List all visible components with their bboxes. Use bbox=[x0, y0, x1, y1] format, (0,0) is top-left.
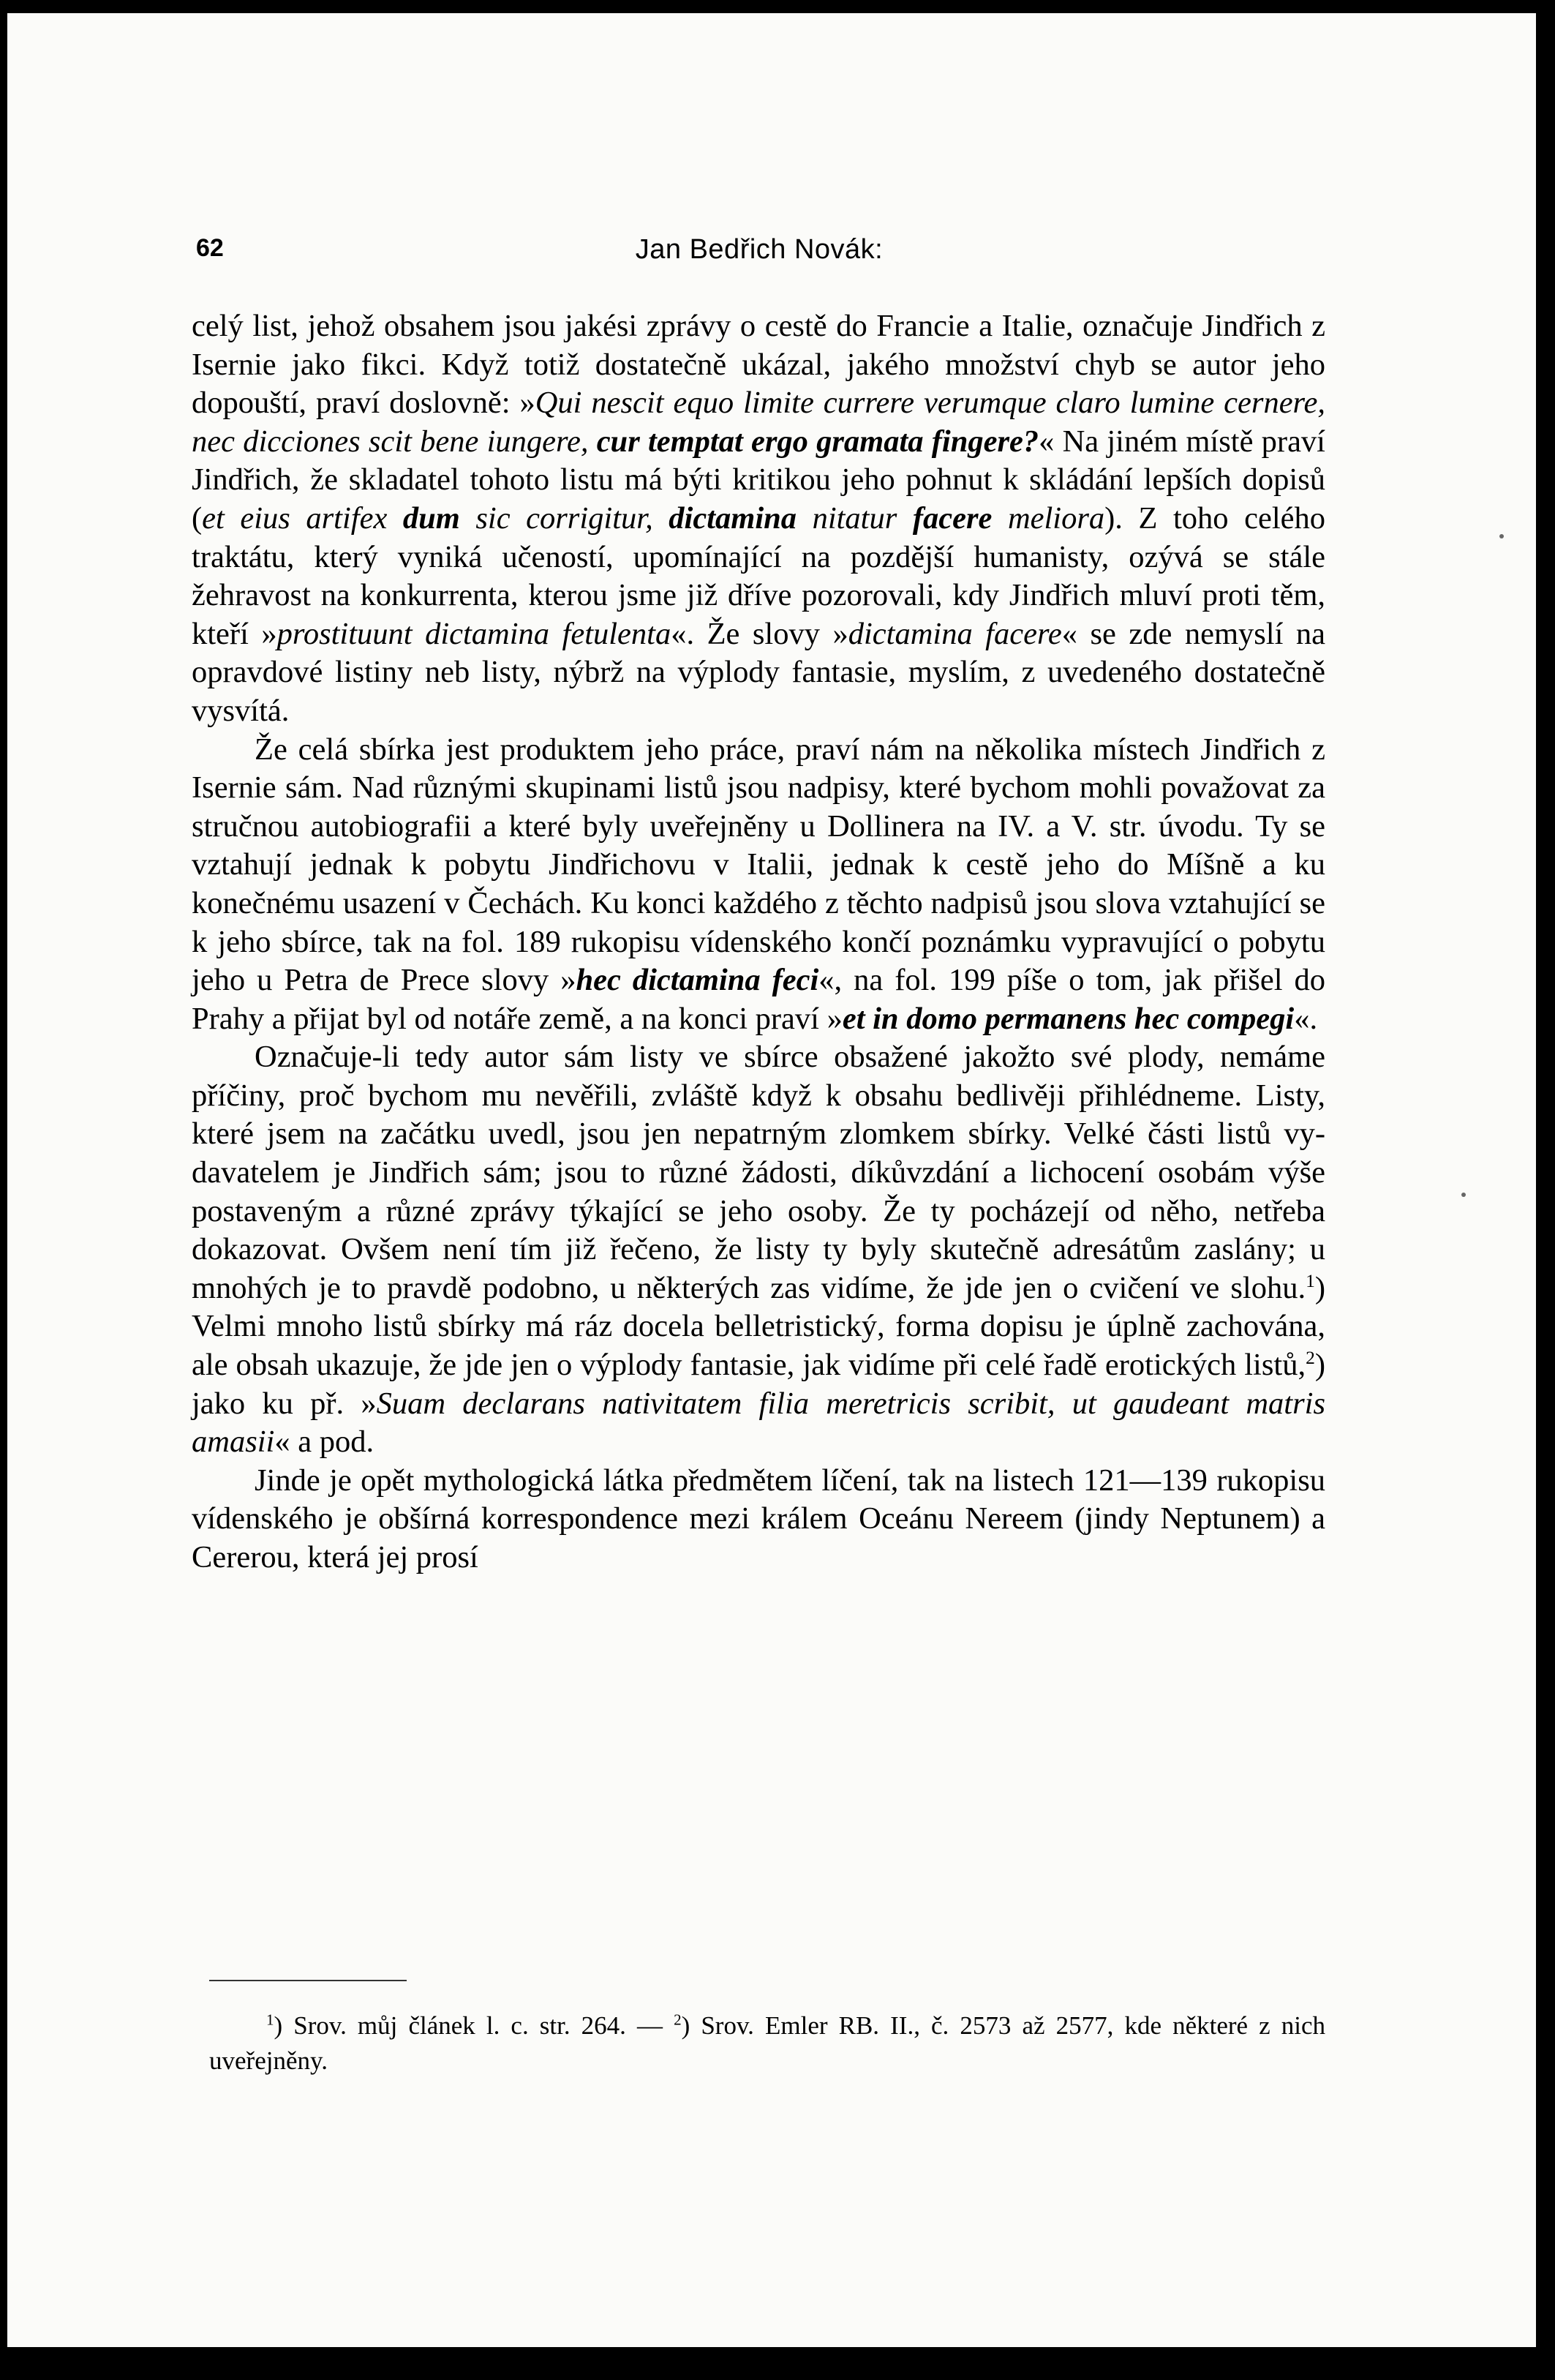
text-run: facere bbox=[912, 500, 993, 536]
text-run: ) Velmi mnoho listů sbírky má ráz docela belletristický, forma dopisu je úplně zachována, ale obsah ukazuje, že jde jen o výplody fantasie, jak vidíme při celé řadě erotických listů, bbox=[192, 1270, 1325, 1383]
text-run: dum bbox=[402, 500, 460, 536]
paragraph-2 bbox=[192, 731, 1325, 1039]
text-run: «. bbox=[1294, 1001, 1318, 1036]
paragraph-4 bbox=[192, 1462, 1325, 1577]
text-run: « a pod. bbox=[274, 1424, 374, 1460]
footnote-ref: 2 bbox=[1306, 1346, 1315, 1368]
text-run: cur temptat ergo gramata fingere? bbox=[596, 424, 1039, 459]
text-run: «. Že slovy » bbox=[671, 616, 848, 651]
text-run: « se zde nemyslí na opravdové listiny neb listy, nýbrž na výplody fantasie, myslím, z uvedeného dostatečně vysvítá. bbox=[192, 616, 1326, 728]
text-run: Suam declarans nativitatem filia meretricis scribit, ut gaudeant matris amasii bbox=[192, 1386, 1325, 1460]
page-header bbox=[196, 234, 1322, 278]
footnotes bbox=[209, 2008, 1325, 2079]
scan-speck bbox=[1461, 1193, 1466, 1197]
footnote-divider bbox=[209, 1980, 407, 1981]
text-run: ) Srov. můj článek l. c. str. 264. — bbox=[274, 2011, 674, 2040]
text-run: celý list, jehož obsahem jsou jakési zprávy o cestě do Francie a Italie, označuje Jindřich z Isernie jako fikci. Když totiž dostatečně ukázal, jakého množství chyb se autor jeho dopouští, praví doslovně: » bbox=[192, 309, 1325, 421]
text-run: «, na fol. 199 píše o tom, jak přišel do Prahy a přijat byl od notáře země, a na konci praví » bbox=[192, 963, 1325, 1036]
text-run: « Na jiném místě praví Jindřich, že skladatel tohoto listu má býti kritikou jeho pohnut k skládání lepších dopisů ( bbox=[192, 424, 1325, 536]
text-run: Označuje-li tedy autor sám listy ve sbírce obsažené jakožto své plody, nemáme příčiny, proč bychom mu nevěřili, zvláště když k obsahu bedlivěji přihlédneme. Listy, které jsem na začátku uvedl, jsou jen nepatrným zlomkem sbírky. Velké části listů vydavatelem je Jindřich sám; jsou to různé žádosti, díkůvzdání a lichocení osobám výše postaveným a různé zprávy týkající se jeho osoby. Že ty pocházejí od něho, netřeba dokazovat. Ovšem není tím již řečeno, že listy ty byly skutečně adresátům zaslány; u mnohých je to pravdě podobno, u některých zas vidíme, že jde jen o cvičení ve slohu. bbox=[192, 1040, 1325, 1305]
text-run: ). Z toho celého traktátu, který vyniká učeností, upomínající na pozdější humanisty, ozývá se stále žehravost na konkurrenta, kterou jsme již dříve pozorovali, kdy Jindřich mluví proti těm, kteří » bbox=[192, 500, 1326, 651]
footnote-ref: 2 bbox=[674, 2011, 682, 2029]
text-run: dictamina bbox=[669, 500, 797, 536]
text-run: Qui nescit equo limite currere verumque claro lumine cernere, nec dicciones scit bene iungere, bbox=[192, 386, 1326, 459]
footnote-line bbox=[209, 2008, 1325, 2079]
page-number: 62 bbox=[196, 234, 224, 262]
footnote-ref: 1 bbox=[1306, 1269, 1315, 1291]
text-run: nitatur bbox=[797, 500, 913, 536]
text-run: hec dictamina feci bbox=[576, 963, 819, 998]
text-run: prostituunt dictamina fetulenta bbox=[276, 616, 671, 651]
text-run: meliora bbox=[992, 500, 1105, 536]
body-text bbox=[192, 307, 1325, 1577]
text-run: sic corrigitur, bbox=[459, 500, 669, 536]
text-run: dictamina facere bbox=[848, 616, 1062, 651]
text-run: et in domo permanens hec compegi bbox=[842, 1001, 1295, 1036]
text-run: ) Srov. Emler RB. II., č. 2573 až 2577, kde některé z nich uveřejněny. bbox=[209, 2011, 1326, 2075]
footnote-ref: 1 bbox=[266, 2011, 274, 2029]
paragraph-3 bbox=[192, 1038, 1325, 1462]
scan-speck bbox=[1499, 534, 1504, 538]
text-run: Že celá sbírka jest produktem jeho práce, praví nám na několika místech Jindřich z Isernie sám. Nad různými skupinami listů jsou nadpisy, které bychom mohli považovat za stručnou autobiografii a které byly uveřejněny u Dollinera na IV. a V. str. úvodu. Ty se vztahují jednak k pobytu Jindřichovu v Italii, jednak k cestě jeho do Míšně a ku konečnému usazení v Čechách. Ku konci každého z těchto nadpisů jsou slova vztahující se k jeho sbírce, tak na fol. 189 rukopisu vídenského končí poznámku vypravující o pobytu jeho u Petra de Prece slovy » bbox=[192, 732, 1325, 998]
running-head: Jan Bedřich Novák: bbox=[635, 234, 884, 265]
paragraph-1 bbox=[192, 307, 1325, 731]
text-run: ) jako ku př. » bbox=[192, 1348, 1325, 1421]
text-run: Jinde je opět mythologická látka předmětem líčení, tak na listech 121—139 rukopisu vídenského je obšírná korrespondence mezi králem Oceánu Nereem (jindy Neptunem) a Cererou, která jej prosí bbox=[192, 1463, 1325, 1574]
text-run: et eius artifex bbox=[202, 500, 403, 536]
